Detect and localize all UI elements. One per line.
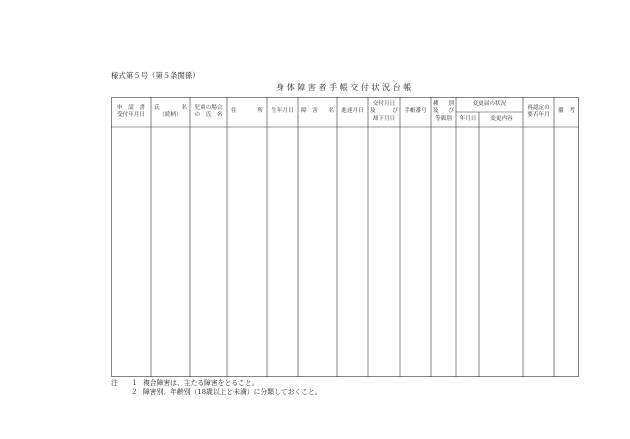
header-child-name-line1: 児童の場合 [194,105,223,111]
header-birth-date: 生年月日 [271,108,294,114]
header-issue-and-1: 及 [370,108,376,115]
note-1-text: 複合障害は、主たる障害をとること。 [143,379,259,387]
header-name-char1: 氏 [154,105,160,111]
ledger-title: 身体障害者手帳交付状況台帳 [276,83,414,92]
header-issue-line3: 却下月日 [372,115,396,122]
header-type-grade [433,101,454,123]
header-type-and-2: び [448,108,454,115]
ledger-table [111,97,579,377]
header-child-name [191,105,226,120]
header-name-char2: 名 [181,105,187,111]
header-grade: 等級別 [435,115,452,122]
header-address-char1: 住 [231,108,237,114]
note-2-text: 障害別、年齢別（18歳以上と未満）に分類しておくこと。 [143,388,322,396]
header-name [154,105,187,120]
header-child-name-line2: の 氏 名 [194,112,223,119]
header-type-and-1: 及 [433,108,439,115]
note-2-number: ２ [131,388,138,396]
header-type-char2: 別 [448,101,454,107]
header-type-char1: 種 [433,101,439,107]
header-progress-date: 進達月日 [341,108,364,114]
header-address-char2: 所 [257,108,263,114]
header-remarks-char1: 備 [558,108,564,114]
ledger-grid [111,97,579,377]
notes [111,379,322,397]
header-change-date: 年月日 [459,116,477,122]
header-issue-line1: 交付月日 [372,101,396,107]
header-remarks [558,108,575,115]
header-address [231,108,263,115]
header-application-date-line2: 受付年月日 [117,112,145,119]
notes-lead: 注 [111,379,118,387]
header-change-status: 変更届の状況 [472,101,507,107]
form-number: 様式第５号（第５条関係） [111,71,200,80]
header-application-date-line1: 申 請 書 [117,105,145,111]
note-1 [111,379,322,388]
header-issue-and-2: び [392,108,398,115]
header-issue-date [370,101,398,123]
header-disability-word: 障 害 [301,108,318,114]
header-recert-line2: 要否年月 [527,112,550,119]
header-relationship: （続柄） [159,112,182,119]
note-2 [111,388,322,397]
header-change-content: 変更内容 [490,116,513,122]
header-remarks-char2: 考 [569,108,575,114]
note-1-number: １ [131,379,138,387]
header-application-date [112,105,150,120]
header-recertification [524,105,553,120]
header-disability [301,108,334,115]
header-disability-suffix: 名 [328,108,334,114]
header-booklet-number: 手帳番号 [404,108,427,114]
header-recert-line1: 再認定の [527,105,550,111]
